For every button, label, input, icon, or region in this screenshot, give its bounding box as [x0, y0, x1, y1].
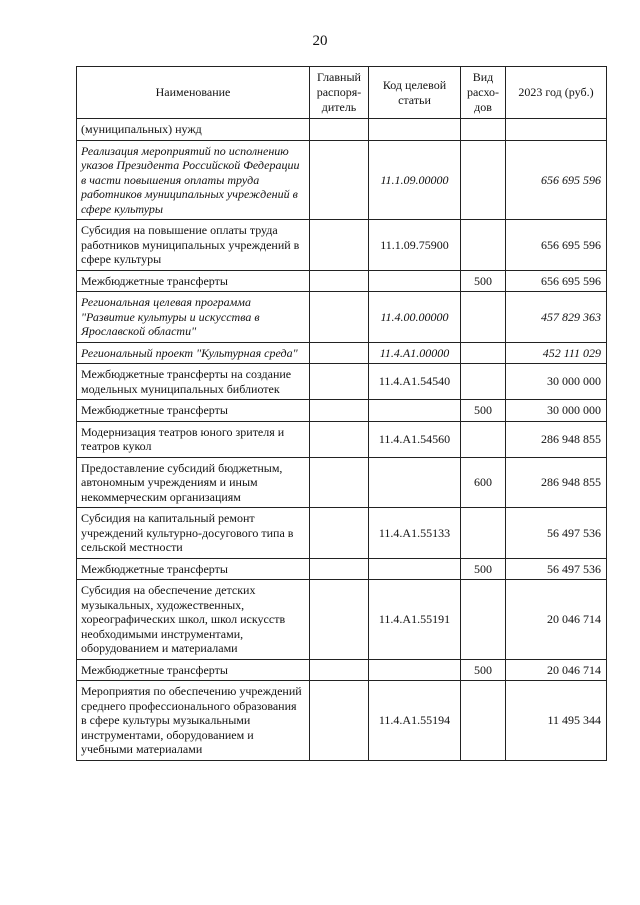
row-target-code-cell	[369, 119, 461, 141]
row-main-manager-cell	[310, 558, 369, 580]
row-target-code-cell: 11.4.A1.55191	[369, 580, 461, 660]
row-name-cell: Субсидия на капитальный ремонт учреждений культурно-досугового типа в сельской местности	[77, 508, 310, 559]
row-name-cell: Региональный проект "Культурная среда"	[77, 342, 310, 364]
header-year-sum: 2023 год (руб.)	[506, 67, 607, 119]
row-main-manager-cell	[310, 400, 369, 422]
row-main-manager-cell	[310, 580, 369, 660]
row-target-code-cell: 11.4.A1.00000	[369, 342, 461, 364]
row-sum-cell: 656 695 596	[506, 270, 607, 292]
table-row	[77, 400, 607, 422]
row-expense-type-cell: 500	[461, 659, 506, 681]
row-sum-cell: 452 111 029	[506, 342, 607, 364]
row-expense-type-cell	[461, 119, 506, 141]
table-row	[77, 508, 607, 559]
page-number: 20	[312, 33, 328, 49]
row-main-manager-cell	[310, 342, 369, 364]
row-expense-type-cell	[461, 140, 506, 220]
table-row	[77, 342, 607, 364]
row-main-manager-cell	[310, 270, 369, 292]
row-sum-cell: 56 497 536	[506, 508, 607, 559]
header-target-code: Код целевой статьи	[369, 67, 461, 119]
row-sum-cell: 20 046 714	[506, 659, 607, 681]
row-target-code-cell: 11.4.A1.55133	[369, 508, 461, 559]
row-name-cell: Субсидия на повышение оплаты труда работников муниципальных учреждений в сфере культуры	[77, 220, 310, 271]
row-sum-cell: 286 948 855	[506, 457, 607, 508]
table-row	[77, 580, 607, 660]
row-sum-cell: 20 046 714	[506, 580, 607, 660]
row-main-manager-cell	[310, 659, 369, 681]
table-row	[77, 457, 607, 508]
row-target-code-cell	[369, 400, 461, 422]
row-expense-type-cell: 600	[461, 457, 506, 508]
row-main-manager-cell	[310, 140, 369, 220]
row-sum-cell: 11 495 344	[506, 681, 607, 761]
row-sum-cell: 56 497 536	[506, 558, 607, 580]
table-row	[77, 220, 607, 271]
row-target-code-cell: 11.4.A1.55194	[369, 681, 461, 761]
row-main-manager-cell	[310, 508, 369, 559]
row-sum-cell	[506, 119, 607, 141]
row-expense-type-cell	[461, 508, 506, 559]
row-main-manager-cell	[310, 364, 369, 400]
row-target-code-cell: 11.4.00.00000	[369, 292, 461, 343]
row-name-cell: (муниципальных) нужд	[77, 119, 310, 141]
row-target-code-cell: 11.1.09.75900	[369, 220, 461, 271]
row-target-code-cell: 11.1.09.00000	[369, 140, 461, 220]
row-main-manager-cell	[310, 457, 369, 508]
row-sum-cell: 286 948 855	[506, 421, 607, 457]
row-name-cell: Межбюджетные трансферты	[77, 659, 310, 681]
row-sum-cell: 656 695 596	[506, 220, 607, 271]
table-row	[77, 292, 607, 343]
row-target-code-cell	[369, 270, 461, 292]
row-expense-type-cell	[461, 292, 506, 343]
row-sum-cell: 30 000 000	[506, 364, 607, 400]
row-main-manager-cell	[310, 119, 369, 141]
row-target-code-cell	[369, 558, 461, 580]
table-row	[77, 659, 607, 681]
row-name-cell: Модернизация театров юного зрителя и театров кукол	[77, 421, 310, 457]
header-main-manager: Главный распоря-дитель	[310, 67, 369, 119]
row-main-manager-cell	[310, 421, 369, 457]
row-name-cell: Субсидия на обеспечение детских музыкальных, художественных, хореографических школ, школ искусств необходимыми инструментами, оборудованием и материалами	[77, 580, 310, 660]
row-target-code-cell: 11.4.A1.54540	[369, 364, 461, 400]
row-sum-cell: 457 829 363	[506, 292, 607, 343]
row-expense-type-cell: 500	[461, 270, 506, 292]
row-name-cell: Реализация мероприятий по исполнению указов Президента Российской Федерации в части повышения оплаты труда работников муниципальных учреждений в сфере культуры	[77, 140, 310, 220]
table-row	[77, 558, 607, 580]
table-row	[77, 364, 607, 400]
row-name-cell: Предоставление субсидий бюджетным, автономным учреждениям и иным некоммерческим организациям	[77, 457, 310, 508]
row-expense-type-cell	[461, 421, 506, 457]
table-header-row	[77, 67, 607, 119]
row-name-cell: Мероприятия по обеспечению учреждений среднего профессионального образования в сфере культуры музыкальными инструментами, оборудованием и учебными материалами	[77, 681, 310, 761]
header-expense-type: Вид расхо-дов	[461, 67, 506, 119]
row-name-cell: Межбюджетные трансферты	[77, 558, 310, 580]
row-expense-type-cell: 500	[461, 558, 506, 580]
row-expense-type-cell	[461, 342, 506, 364]
row-target-code-cell: 11.4.A1.54560	[369, 421, 461, 457]
budget-table	[76, 66, 607, 761]
header-name: Наименование	[77, 67, 310, 119]
row-name-cell: Межбюджетные трансферты	[77, 400, 310, 422]
table-row	[77, 270, 607, 292]
row-target-code-cell	[369, 659, 461, 681]
row-sum-cell: 656 695 596	[506, 140, 607, 220]
table-row	[77, 119, 607, 141]
row-main-manager-cell	[310, 681, 369, 761]
row-target-code-cell	[369, 457, 461, 508]
row-name-cell: Межбюджетные трансферты на создание модельных муниципальных библиотек	[77, 364, 310, 400]
row-expense-type-cell	[461, 220, 506, 271]
table-row	[77, 421, 607, 457]
row-main-manager-cell	[310, 220, 369, 271]
table-row	[77, 140, 607, 220]
row-sum-cell: 30 000 000	[506, 400, 607, 422]
table-row	[77, 681, 607, 761]
row-expense-type-cell	[461, 580, 506, 660]
row-expense-type-cell: 500	[461, 400, 506, 422]
row-main-manager-cell	[310, 292, 369, 343]
row-name-cell: Межбюджетные трансферты	[77, 270, 310, 292]
row-expense-type-cell	[461, 364, 506, 400]
row-expense-type-cell	[461, 681, 506, 761]
row-name-cell: Региональная целевая программа "Развитие культуры и искусства в Ярославской области"	[77, 292, 310, 343]
